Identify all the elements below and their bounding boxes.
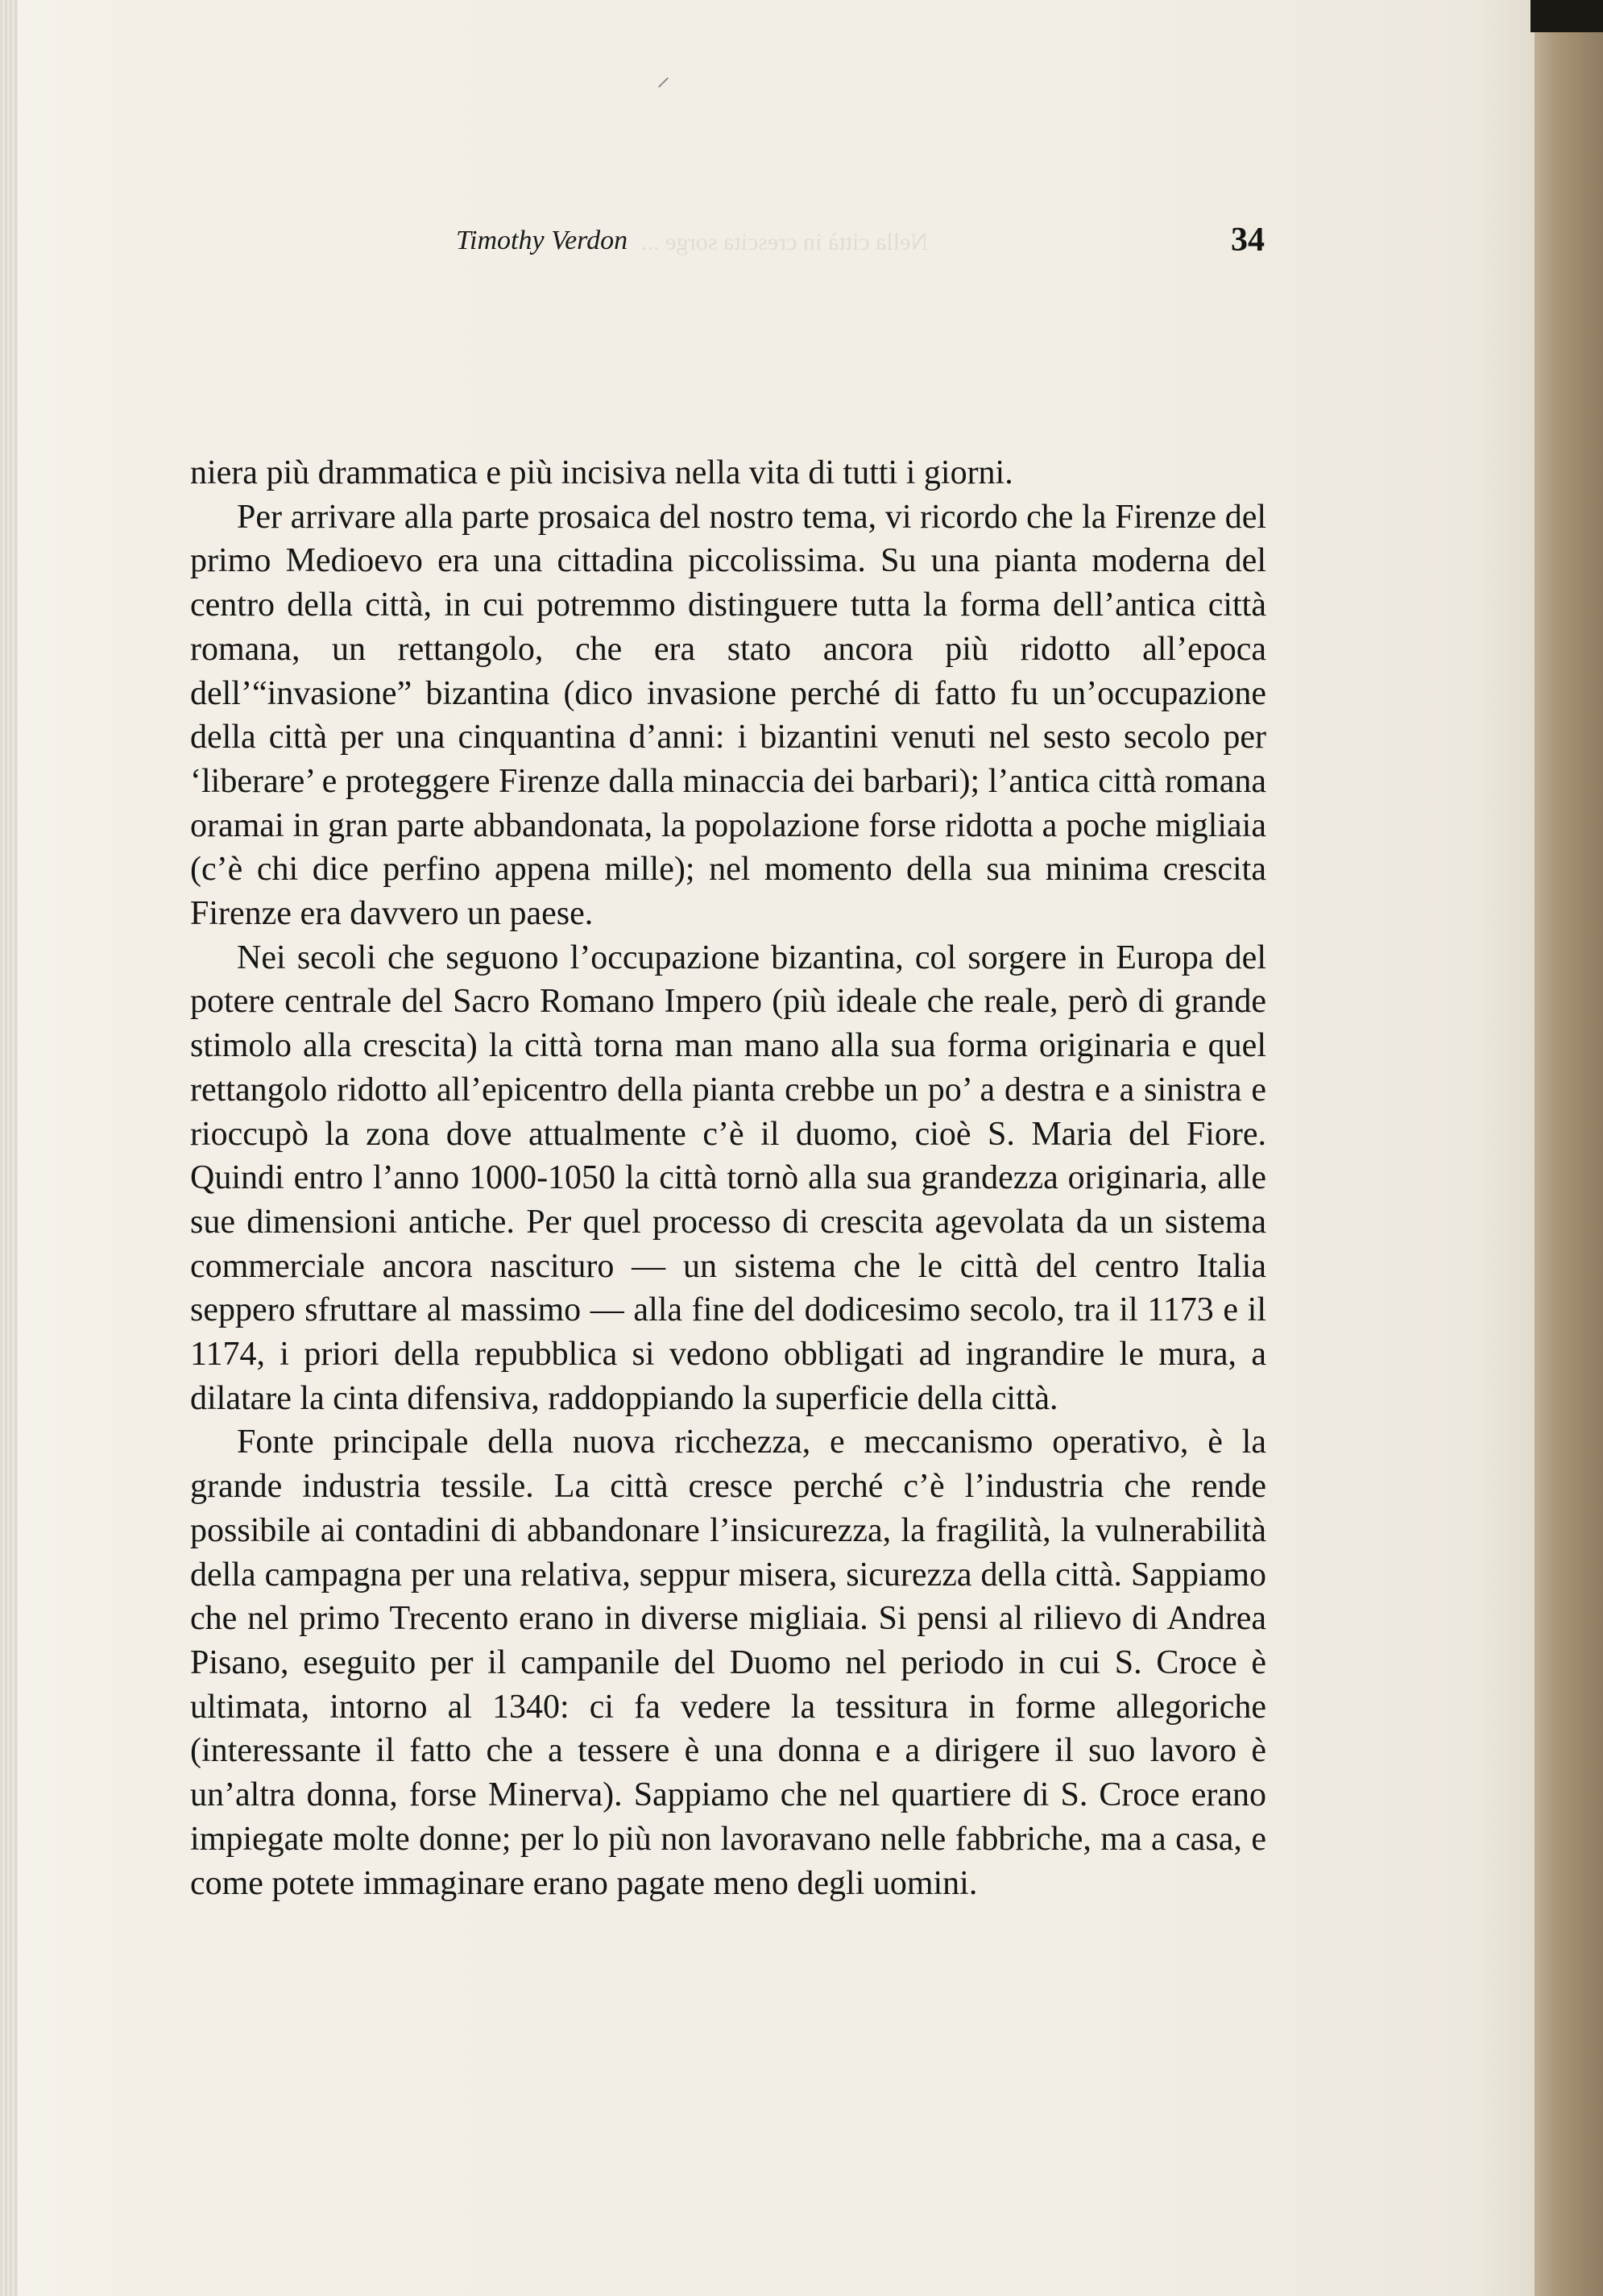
paragraph: niera più drammatica e più incisiva nella vita di tutti i giorni. [190,454,1013,491]
author-name: Timothy Verdon [456,226,628,255]
book-cover-edge [1535,0,1603,2296]
stray-mark-icon: ⸝ [657,62,670,92]
paragraph: Nei secoli che seguono l’occupazione bizantina, col sorgere in Europa del potere centrale del Sacro Romano Impero (più ideale che reale, però di grande stimolo alla crescita) la città torna man mano alla sua forma originaria e quel rettangolo ridotto all’epicentro della pianta crebbe un po’ a destra e a sinistra e rioccupò la zona dove attualmente c’è il duomo, cioè S. Maria del Fiore. Quindi entro l’anno 1000-1050 la città tornò alla sua grandezza originaria, alle sue dimensioni antiche. Per quel processo di crescita agevolata da un sistema commerciale ancora nascituro — un sistema che le città del centro Italia seppero sfruttare al massimo — alla fine del dodicesimo secolo, tra il 1173 e il 1174, i priori della repubblica si vedono obbligati ad ingrandire le mura, a dilatare la cinta difensiva, raddoppiando la superficie della città. [190,939,1266,1417]
page-stack-edge [0,0,18,2296]
running-head [190,222,1265,274]
show-through-text: Nella città in crescita sorge ... [641,229,928,255]
body-text [190,451,1266,1905]
page-number: 34 [1231,222,1265,259]
paragraph: Per arrivare alla parte prosaica del nostro tema, vi ricordo che la Firenze del primo Medioevo era una cittadina piccolissima. Su una pianta moderna del centro della città, in cui potremmo distinguere tutta la forma dell’antica città romana, un rettangolo, che era stato ancora più ridotto all’epoca dell’“invasione” bizantina (dico invasione perché di fatto fu un’occupazione della città per una cinquantina d’anni: i bizantini venuti nel sesto secolo per ‘liberare’ e proteggere Firenze dalla minaccia dei barbari); l’antica città romana oramai in gran parte abbandonata, la popolazione forse ridotta a poche migliaia (c’è chi dice perfino appena mille); nel momento della sua minima crescita Firenze era davvero un paese. [190,498,1266,933]
cover-corner [1531,0,1603,32]
paragraph: Fonte principale della nuova ricchezza, e meccanismo operativo, è la grande industria tessile. La città cresce perché c’è l’industria che rende possibile ai contadini di abbandonare l’insicurezza, la fragilità, la vulnerabilità della campagna per una relativa, seppur misera, sicurezza della città. Sappiamo che nel primo Trecento erano in diverse migliaia. Si pensi al rilievo di Andrea Pisano, eseguito per il campanile del Duomo nel periodo in cui S. Croce è ultimata, intorno al 1340: ci fa vedere la tessitura in forme allegoriche (interessante il fatto che a tessere è una donna e a dirigere il suo lavoro è un’altra donna, forse Minerva). Sappiamo che nel quartiere di S. Croce erano impiegate molte donne; per lo più non lavoravano nelle fabbriche, ma a casa, e come potete immaginare erano pagate meno degli uomini. [190,1424,1266,1902]
